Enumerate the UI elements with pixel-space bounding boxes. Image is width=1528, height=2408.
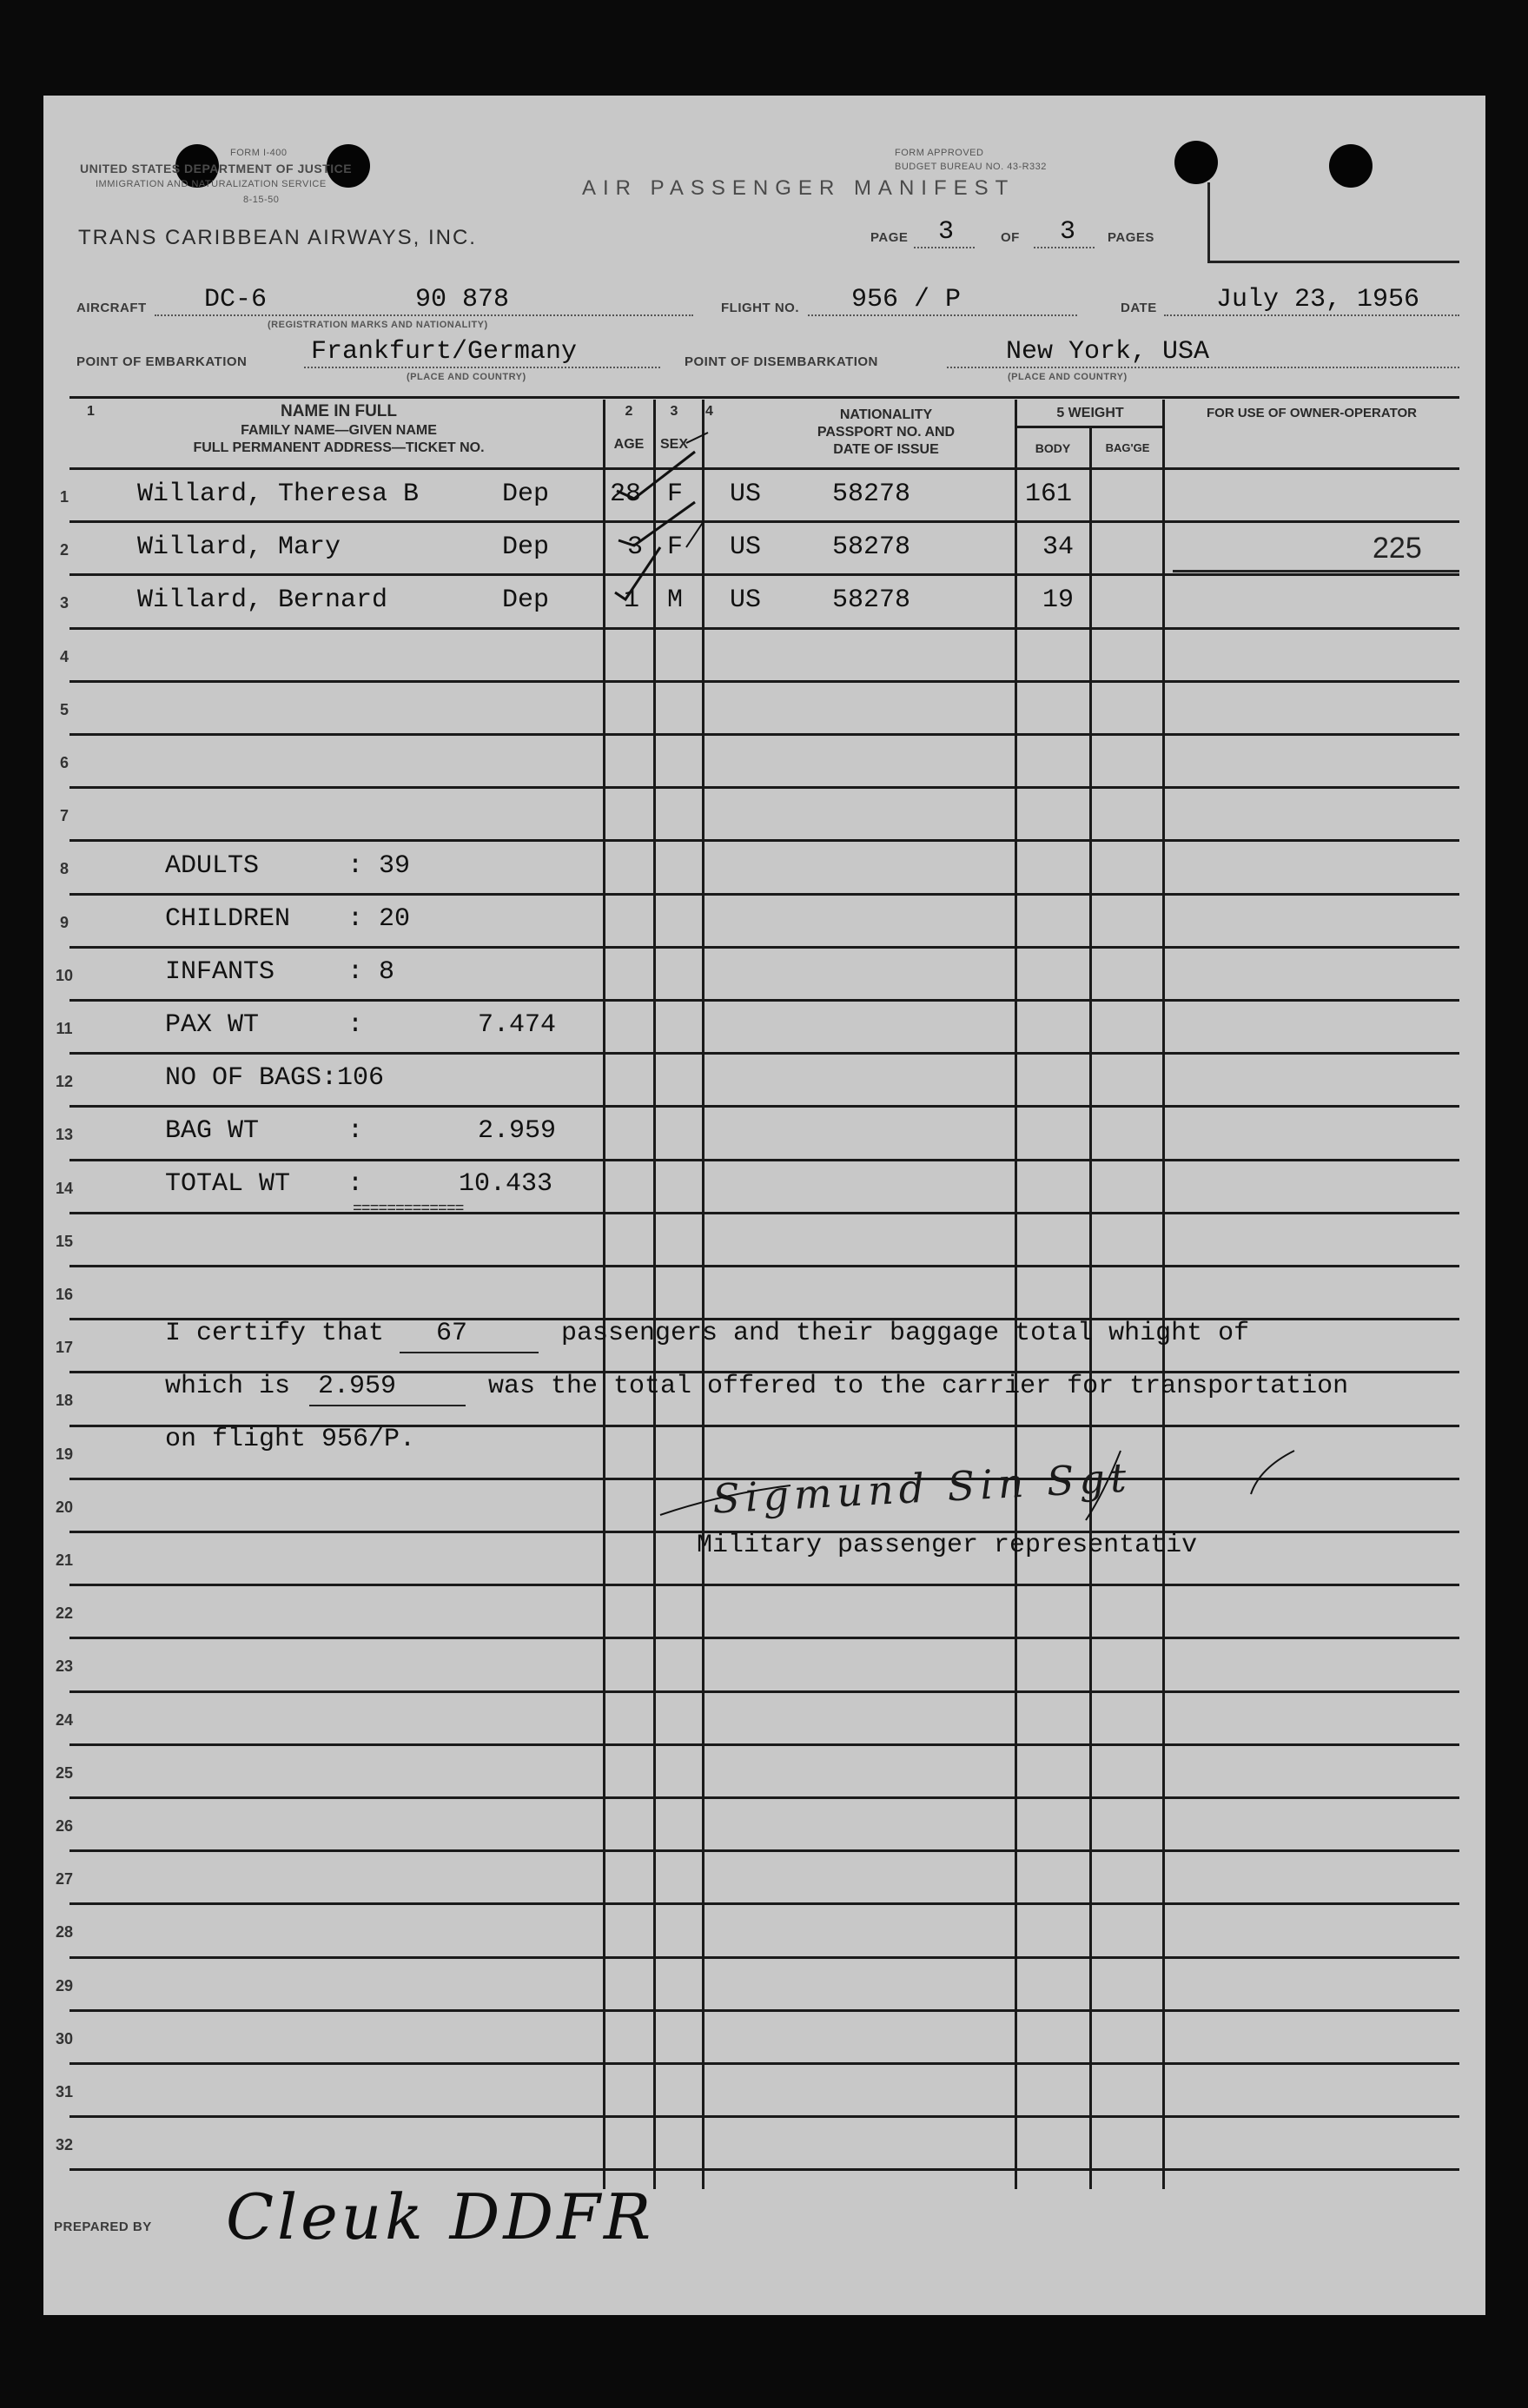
row-rule [69, 1690, 1459, 1693]
row-number: 3 [59, 594, 69, 612]
row-number: 15 [55, 1232, 74, 1250]
row-number: 22 [55, 1604, 74, 1623]
bags-count: NO OF BAGS:106 [165, 1063, 385, 1093]
row-rule [69, 1105, 1459, 1108]
passenger-passport: 58278 [832, 480, 911, 509]
row-number: 31 [55, 2083, 74, 2100]
passenger-body-weight: 19 [1042, 585, 1075, 615]
row-rule [69, 1743, 1459, 1746]
row-number: 10 [55, 966, 74, 984]
row-number: 27 [55, 1870, 74, 1889]
stamp-box-left [1207, 182, 1210, 262]
row-number: 17 [55, 1339, 74, 1357]
form-number: FORM I-400 [230, 148, 288, 158]
row-number: 26 [55, 1817, 74, 1835]
flight-label: FLIGHT NO. [721, 301, 799, 315]
col3-number: 3 [670, 404, 678, 419]
passenger-status: Dep [502, 480, 550, 509]
col-divider-age-left [603, 400, 605, 2189]
row-rule [69, 2168, 1459, 2171]
passenger-name: Willard, Theresa B [137, 480, 420, 509]
bag-weight-value: 2.959 [478, 1116, 557, 1146]
row-number: 2 [59, 541, 69, 559]
passenger-name: Willard, Mary [137, 533, 341, 562]
punch-hole [1174, 141, 1218, 184]
row-number: 12 [55, 1073, 74, 1091]
row-rule [69, 1584, 1459, 1586]
owner-note: 225 [1373, 532, 1422, 565]
certify-text-1b: passengers and their baggage total whight of [561, 1319, 1250, 1348]
passenger-nationality: US [730, 480, 762, 509]
adults-label: ADULTS [165, 851, 260, 881]
certify-passenger-count: 67 [436, 1319, 468, 1348]
passenger-name: Willard, Bernard [137, 585, 388, 615]
prepared-by-label: PREPARED BY [54, 2219, 152, 2234]
col-divider-weight-right [1162, 400, 1165, 2189]
col4-header-line3: DATE OF ISSUE [833, 442, 939, 457]
col1-header-line3: FULL PERMANENT ADDRESS—TICKET NO. [193, 440, 485, 455]
row-number: 24 [55, 1710, 74, 1729]
infants-count: : 8 [347, 957, 395, 987]
col5-baggage-header: BAG'GE [1105, 441, 1150, 454]
col-divider-weight-mid [1089, 426, 1092, 2189]
aircraft-underline [155, 314, 693, 316]
row-number: 4 [59, 647, 69, 665]
row-number: 25 [55, 1763, 74, 1782]
children-count: : 20 [347, 904, 411, 934]
representative-signature: Sigmund Sin Sgt [711, 1453, 1133, 1523]
row-rule [69, 786, 1459, 789]
passenger-age: 1 [624, 585, 640, 615]
row-rule [69, 627, 1459, 630]
col5-body-header: BODY [1035, 441, 1071, 455]
flight-date: July 23, 1956 [1216, 285, 1420, 314]
row-number: 14 [55, 1179, 74, 1197]
row-rule [69, 2115, 1459, 2118]
row-number: 9 [59, 913, 69, 931]
certify-weight-underline [309, 1405, 466, 1406]
page-underline [914, 247, 975, 248]
budget-bureau: BUDGET BUREAU NO. 43-R332 [895, 162, 1047, 172]
passenger-sex: M [667, 585, 684, 615]
certify-text-1a: I certify that [165, 1319, 385, 1348]
registration: 90 878 [415, 285, 510, 314]
row-rule [69, 2009, 1459, 2012]
dept-line1: UNITED STATES DEPARTMENT OF JUSTICE [80, 162, 353, 175]
row-number: 6 [59, 754, 69, 771]
row-number: 16 [55, 1286, 74, 1303]
disembark-note: (PLACE AND COUNTRY) [1008, 372, 1128, 382]
row-number: 7 [59, 807, 69, 825]
row-number: 21 [55, 1551, 74, 1569]
of-label: OF [1001, 230, 1020, 245]
stamp-box-bottom [1207, 261, 1459, 263]
row-number: 29 [55, 1976, 74, 1995]
pages-underline [1034, 247, 1095, 248]
certify-weight: 2.959 [318, 1372, 397, 1401]
total-weight-label: TOTAL WT [165, 1169, 291, 1199]
pax-weight-value: 7.474 [478, 1010, 557, 1040]
row-rule [69, 946, 1459, 949]
adults-count: : 39 [347, 851, 411, 881]
row-number: 19 [55, 1445, 74, 1463]
embark-note: (PLACE AND COUNTRY) [407, 372, 526, 382]
embark-label: POINT OF EMBARKATION [76, 354, 248, 369]
col1-header-line2: FAMILY NAME—GIVEN NAME [241, 423, 437, 438]
form-title: AIR PASSENGER MANIFEST [582, 176, 1015, 200]
row-number: 20 [55, 1498, 74, 1516]
col4-number: 4 [705, 404, 713, 419]
row-rule [69, 1212, 1459, 1214]
dept-date: 8-15-50 [243, 195, 280, 205]
row-rule [69, 1849, 1459, 1852]
row-rule [69, 893, 1459, 896]
children-label: CHILDREN [165, 904, 291, 934]
row-rule [69, 999, 1459, 1002]
col4-header-line2: PASSPORT NO. AND [817, 425, 956, 440]
col1-header-line1: NAME IN FULL [280, 402, 398, 420]
flight-underline [808, 314, 1077, 316]
col-divider-age-right [653, 400, 656, 2189]
aircraft-type: DC-6 [204, 285, 268, 314]
passenger-body-weight: 161 [1025, 480, 1073, 509]
row-number: 28 [55, 1923, 74, 1942]
registration-note: (REGISTRATION MARKS AND NATIONALITY) [268, 320, 488, 330]
passenger-nationality: US [730, 585, 762, 615]
row-rule [69, 733, 1459, 736]
signature-flourish [652, 1442, 1364, 1529]
infants-label: INFANTS [165, 957, 275, 987]
row-number: 8 [59, 860, 69, 878]
manifest-form [43, 96, 1485, 2315]
bag-weight-label: BAG WT [165, 1116, 260, 1146]
pax-weight-colon: : [347, 1010, 364, 1040]
passenger-status: Dep [502, 585, 550, 615]
preparer-signature: Cleuk DDFR [226, 2180, 655, 2253]
col6-header: FOR USE OF OWNER-OPERATOR [1207, 406, 1417, 420]
col3-header-sex: SEX [659, 437, 688, 452]
row-rule [69, 520, 1459, 523]
header-bottom-rule [69, 467, 1459, 470]
representative-title: Military passenger representativ [697, 1531, 1198, 1560]
check-marks [565, 426, 764, 652]
table-top-rule [69, 396, 1459, 399]
passenger-age: 3 [627, 533, 644, 562]
col1-number: 1 [87, 404, 95, 419]
row-number: 32 [55, 2136, 74, 2154]
row-rule [69, 1265, 1459, 1267]
certify-text-2b: was the total offered to the carrier for transportation [488, 1372, 1349, 1401]
total-weight-value: 10.433 [459, 1169, 553, 1199]
passenger-body-weight: 34 [1042, 533, 1075, 562]
date-label: DATE [1121, 301, 1157, 315]
col-divider-sex-right [702, 400, 704, 2189]
total-double-rule: ============= [353, 1201, 464, 1218]
row-rule [69, 1902, 1459, 1905]
embark-point: Frankfurt/Germany [311, 337, 578, 367]
row-number: 23 [55, 1657, 74, 1676]
passenger-status: Dep [502, 533, 550, 562]
certify-text-3: on flight 956/P. [165, 1425, 416, 1454]
col4-header-line1: NATIONALITY [839, 407, 933, 422]
disembark-label: POINT OF DISEMBARKATION [685, 354, 878, 369]
page-number: 3 [938, 217, 955, 247]
row-number: 13 [55, 1126, 74, 1144]
flight-number: 956 / P [851, 285, 962, 314]
row-rule [69, 2062, 1459, 2065]
row-number: 18 [55, 1392, 74, 1410]
punch-hole [1329, 144, 1373, 188]
pax-weight-label: PAX WT [165, 1010, 260, 1040]
page-label: PAGE [870, 230, 909, 245]
certify-text-2a: which is [165, 1372, 291, 1401]
row-number: 5 [59, 700, 69, 718]
certify-count-underline [400, 1352, 539, 1353]
col5-header: 5 WEIGHT [1056, 406, 1124, 420]
row-rule [69, 1052, 1459, 1055]
bag-weight-colon: : [347, 1116, 364, 1146]
row-rule [69, 1637, 1459, 1639]
owner-note-underline [1173, 570, 1459, 572]
total-weight-colon: : [347, 1169, 364, 1199]
row-number: 1 [59, 488, 69, 506]
dept-line2: IMMIGRATION AND NATURALIZATION SERVICE [96, 179, 327, 189]
row-rule [69, 1159, 1459, 1161]
pages-total: 3 [1060, 217, 1076, 247]
passenger-nationality: US [730, 533, 762, 562]
row-rule [69, 1796, 1459, 1799]
embark-underline [304, 367, 660, 368]
passenger-sex: F [667, 480, 684, 509]
row-rule [69, 1956, 1459, 1959]
row-rule [69, 680, 1459, 683]
passenger-age: 28 [610, 480, 642, 509]
row-number: 30 [55, 2029, 74, 2047]
airline-name: TRANS CARIBBEAN AIRWAYS, INC. [78, 226, 477, 249]
col2-header-age: AGE [613, 437, 645, 452]
col2-number: 2 [625, 404, 633, 419]
passenger-passport: 58278 [832, 533, 911, 562]
passenger-passport: 58278 [832, 585, 911, 615]
row-rule [69, 839, 1459, 842]
aircraft-label: AIRCRAFT [76, 301, 147, 315]
passenger-sex: F [667, 533, 684, 562]
disembark-underline [947, 367, 1459, 368]
disembark-point: New York, USA [1006, 337, 1210, 367]
form-approved: FORM APPROVED [895, 148, 984, 158]
col-divider-weight-left [1015, 400, 1017, 2189]
pages-label: PAGES [1108, 230, 1154, 245]
row-rule [69, 573, 1459, 576]
row-number: 11 [56, 1020, 73, 1037]
date-underline [1164, 314, 1459, 316]
